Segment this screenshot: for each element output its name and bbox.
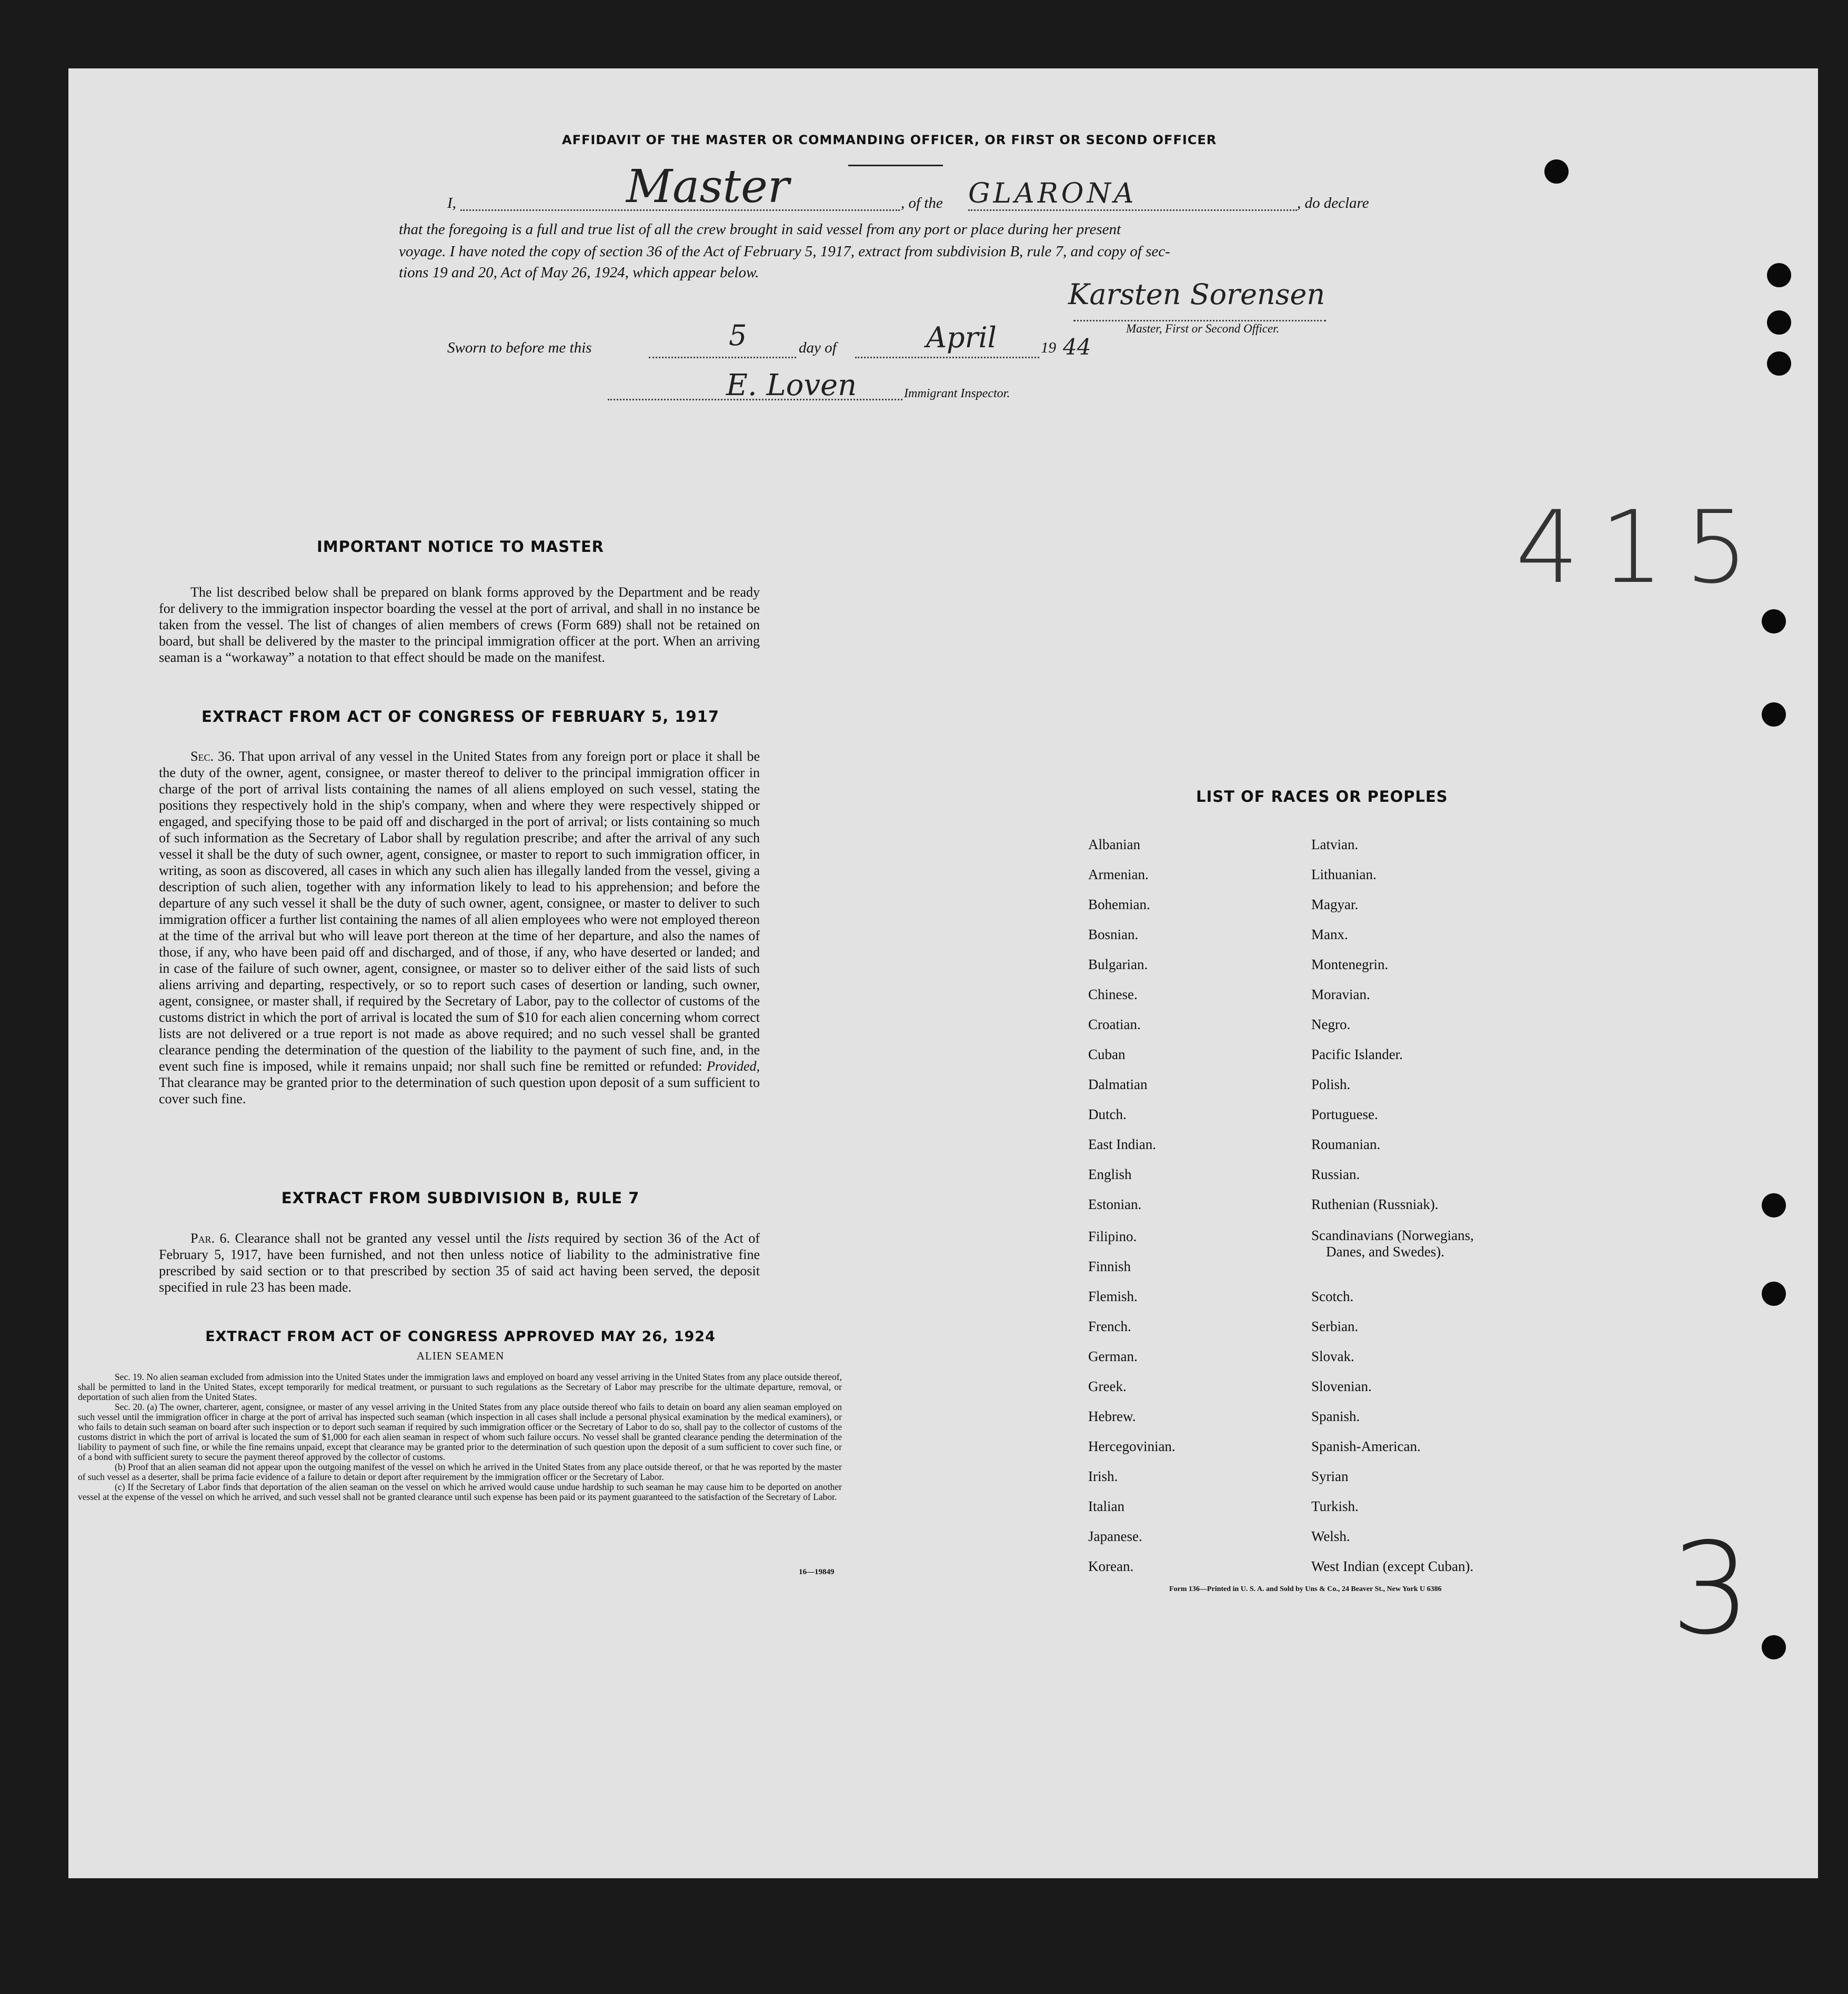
punch-hole [1762, 1193, 1786, 1217]
master-signature: Karsten Sorensen [1068, 278, 1325, 311]
page-number-annotation: 415 [1515, 489, 1770, 606]
race-item: Slovak. [1311, 1348, 1354, 1364]
section-20c: (c) If the Secretary of Labor finds that deportation of the alien seaman on the vessel on which he arrived would cause undue hardship to such seaman he may cause him to be deported on another vessel at the expense of the vessel on which he arrived, and such vessel shall not be granted clearance until such expense has been paid or its payment guaranteed to the satisfaction of the Secretary of Labor. [78, 1482, 842, 1502]
section-19: Sec. 19. No alien seaman excluded from admission into the United States under the immigration laws and employed on board any vessel arriving in the United States from any place outside thereof, shall be permitted to land in the United States, except temporarily for medical treatment, or pursuant to such regulations as the Secretary of Labor may prescribe for the ultimate departure, removal, or deportation of such alien from the United States. [78, 1372, 842, 1402]
rule-7-text [159, 1230, 760, 1295]
punch-hole [1762, 609, 1786, 633]
punch-hole [1767, 351, 1791, 376]
race-item: Hercegovinian. [1088, 1438, 1176, 1454]
race-item: Pacific Islander. [1311, 1046, 1403, 1062]
race-item: Polish. [1311, 1076, 1351, 1092]
race-item: Scotch. [1311, 1288, 1354, 1304]
year-value: 44 [1063, 334, 1091, 360]
alien-seamen-subtitle: ALIEN SEAMEN [416, 1350, 505, 1362]
extract-1917-text [159, 748, 760, 1107]
races-footer: Form 136—Printed in U. S. A. and Sold by Uns & Co., 24 Beaver St., New York U 6386 [1169, 1585, 1442, 1593]
race-item: Filipino. [1088, 1228, 1137, 1244]
race-item: Hebrew. [1088, 1408, 1136, 1424]
punch-hole [1762, 1282, 1786, 1306]
lists-word: lists [527, 1231, 549, 1246]
punch-hole [1762, 1635, 1786, 1659]
punch-hole [1767, 310, 1791, 335]
race-item: Italian [1088, 1498, 1124, 1514]
sheet-number-annotation: 3 [1671, 1515, 1751, 1663]
day-of-label: day of [799, 339, 837, 356]
race-item: Finnish [1088, 1258, 1131, 1274]
notice-title: IMPORTANT NOTICE TO MASTER [316, 538, 605, 556]
extract-1917-title: EXTRACT FROM ACT OF CONGRESS OF FEBRUARY 5, 1917 [201, 708, 720, 726]
notice-text-body: The list described below shall be prepared on blank forms approved by the Department and be ready for delivery to the immigration inspector boarding the vessel at the port of arrival, and shall in no instance be taken from the vessel. The list of changes of alien members of crews (Form 689) shall not be retained on board, but shall be delivered by the master to the principal immigration officer at the port. When an arriving seaman is a “workaway” a notation to that effect should be made on the manifest. [159, 585, 760, 665]
race-item: Moravian. [1311, 986, 1370, 1002]
rule-7-body-b: required by section 36 of the Act of February 5, 1917, have been furnished, and not then unless notice of liability to the administrative fine prescribed by said section or to that prescribed by section 35 of said act having been served, the deposit specified in rule 23 has been made. [159, 1231, 760, 1295]
inspector-signature: E. Loven [726, 368, 857, 402]
sworn-label: Sworn to before me this [447, 339, 592, 356]
race-item: Greek. [1088, 1378, 1127, 1394]
year-prefix: 19 [1041, 339, 1056, 356]
race-item: Latvian. [1311, 837, 1359, 852]
section-36-end: That clearance may be granted prior to the determination of such question upon deposit of a sum sufficient to cover such fine. [159, 1075, 760, 1106]
punch-hole [1544, 159, 1569, 184]
name-field-value: Master [626, 160, 790, 213]
section-20a: Sec. 20. (a) The owner, charterer, agent, consignee, or master of any vessel arriving in the United States from any place outside thereof who fails to detain on board any alien seaman employed on such vessel until the immigration officer in charge at the port of arrival has inspected such seaman (which inspection in all cases shall include a personal physical examination by the medical examiners), or who fails to detain such seaman on board after such inspection or to deport such seaman if required by such immigration officer or the Secretary of Labor to do so, shall pay to the collector of customs of the customs district in which the port of arrival is located the sum of $1,000 for each alien seaman in respect of whom such failure occurs. No vessel shall be granted clearance pending the determination of the liability to payment of such fine, or while the fine remains unpaid, except that clearance may be granted prior to the determination of such question upon the deposit of a sum sufficient to cover such fine, or of a bond with sufficient surety to secure the payment thereof approved by the collector of customs. [78, 1402, 842, 1462]
month-field-line [855, 357, 1039, 358]
race-item: Serbian. [1311, 1318, 1359, 1334]
rule-7-body-a: Clearance shall not be granted any vessel until the [235, 1231, 528, 1246]
race-item: Bulgarian. [1088, 956, 1148, 972]
race-item: French. [1088, 1318, 1131, 1334]
race-item: Irish. [1088, 1468, 1118, 1484]
race-item: Dutch. [1088, 1106, 1127, 1122]
race-item: Welsh. [1311, 1528, 1350, 1544]
section-36-body: That upon arrival of any vessel in the United States from any foreign port or place it shall be the duty of the owner, agent, consignee, or master thereof to deliver to the principal immigration officer in charge of the port of arrival lists containing the names of all aliens employed on such vessel, stating the positions they respectively hold in the ship's company, when and where they were respectively shipped or engaged, and specifying those to be paid off and discharged in the port of arrival; or lists containing so much of such information as the Secretary of Labor shall by regulation prescribe; and after the arrival of any such vessel it shall be the duty of such owner, agent, consignee, or master to report to such immigration officer, in writing, as soon as discovered, all cases in which any such alien has illegally landed from the vessel, giving a description of such alien, together with any information likely to lead to his apprehension; and before the departure of any such vessel it shall be the duty of such owner, agent, consignee, or master to deliver to such immigration officer a further list containing the names of all alien employees who were not employed thereon at the time of the arrival but who will leave port thereon at the time of her departure, and also the names of those, if any, who have been paid off and discharged, and of those, if any, who have deserted or landed; and in case of the failure of such owner, agent, consignee, or master so to deliver either of the said lists of such aliens arriving and departing, respectively, or so to report such cases of desertion or landing, such owner, agent, consignee, or master shall, if required by the Secretary of Labor, pay to the collector of customs of the customs district in which the port of arrival is located the sum of $10 for each alien concerning whom correct lists are not delivered or a true report is not made as above required; and no such vessel shall be granted clearance pending the determination of the question of the liability to the payment of such fine, and, in the event such fine is imposed, while it remains unpaid; nor shall such fine be remitted or refunded: [159, 749, 760, 1074]
races-title: LIST OF RACES OR PEOPLES [1196, 788, 1448, 805]
race-item: Albanian [1088, 837, 1140, 852]
affidavit-title: AFFIDAVIT OF THE MASTER OR COMMANDING OFFICER, OR FIRST OR SECOND OFFICER [562, 133, 1217, 147]
race-item: Japanese. [1088, 1528, 1142, 1544]
affidavit-i-label: I, [447, 195, 456, 212]
day-field-line [649, 357, 796, 358]
race-item: Spanish-American. [1311, 1438, 1421, 1454]
section-20b: (b) Proof that an alien seaman did not appear upon the outgoing manifest of the vessel on which he arrived in the United States from any place outside thereof, or that he was reported by the master of such vessel as a deserter, shall be prima facie evidence of a failure to detain or deport after requirement by the immigration officer or the Secretary of Labor. [78, 1462, 842, 1482]
race-item: Scandinavians (Norwegians, [1311, 1227, 1474, 1243]
race-item: Spanish. [1311, 1408, 1360, 1424]
notice-text [159, 584, 760, 666]
provided-label: Provided, [707, 1059, 760, 1074]
extract-1924-text [78, 1372, 842, 1502]
race-item: Bohemian. [1088, 897, 1150, 912]
race-item: Armenian. [1088, 867, 1149, 882]
race-item: Magyar. [1311, 897, 1359, 912]
punch-hole [1767, 263, 1791, 287]
of-the-label: , of the [901, 195, 943, 212]
affidavit-line-3: tions 19 and 20, Act of May 26, 1924, which appear below. [399, 264, 759, 281]
inspector-label: Immigrant Inspector. [904, 387, 1010, 400]
vessel-field-value: GLARONA [968, 178, 1137, 209]
extract-1924-title: EXTRACT FROM ACT OF CONGRESS APPROVED MAY 26, 1924 [205, 1328, 716, 1345]
race-item: Negro. [1311, 1016, 1351, 1032]
race-item: Croatian. [1088, 1016, 1141, 1032]
title-rule [848, 165, 943, 166]
race-item: Chinese. [1088, 986, 1138, 1002]
race-item: East Indian. [1088, 1136, 1156, 1152]
race-item: Slovenian. [1311, 1378, 1372, 1394]
race-item: Cuban [1088, 1046, 1126, 1062]
race-item: Russian. [1311, 1166, 1360, 1182]
affidavit-line-2: voyage. I have noted the copy of section 36 of the Act of February 5, 1917, extract from subdivision B, rule 7, and copy of sec- [399, 243, 1170, 260]
race-item: Flemish. [1088, 1288, 1138, 1304]
race-item: Dalmatian [1088, 1076, 1148, 1092]
race-item: Manx. [1311, 926, 1348, 942]
race-item: English [1088, 1166, 1132, 1182]
race-item: Turkish. [1311, 1498, 1359, 1514]
race-item: Lithuanian. [1311, 867, 1377, 882]
race-item: German. [1088, 1348, 1138, 1364]
race-item: Danes, and Swedes). [1326, 1244, 1444, 1260]
race-item: Bosnian. [1088, 926, 1139, 942]
month-field-value: April [926, 321, 997, 354]
race-item: Montenegrin. [1311, 956, 1389, 972]
section-36-label: Sec. 36. [190, 749, 235, 764]
day-field-value: 5 [729, 319, 747, 352]
do-declare-label: , do declare [1297, 195, 1369, 212]
signer-label: Master, First or Second Officer. [1126, 322, 1280, 335]
race-item: Korean. [1088, 1558, 1134, 1574]
affidavit-line-1: that the foregoing is a full and true list of all the crew brought in said vessel from any port or place during her present [399, 221, 1121, 238]
race-item: Ruthenian (Russniak). [1311, 1196, 1439, 1212]
race-item: Syrian [1311, 1468, 1349, 1484]
signature-line [1073, 320, 1326, 321]
punch-hole [1762, 702, 1786, 727]
race-item: Portuguese. [1311, 1106, 1378, 1122]
race-item: Roumanian. [1311, 1136, 1381, 1152]
form-code: 16—19849 [799, 1568, 835, 1576]
race-item: Estonian. [1088, 1196, 1142, 1212]
vessel-field-line [968, 209, 1297, 211]
paragraph-6-label: Par. 6. [190, 1231, 230, 1246]
race-item: West Indian (except Cuban). [1311, 1558, 1474, 1574]
rule-7-title: EXTRACT FROM SUBDIVISION B, RULE 7 [281, 1189, 640, 1207]
